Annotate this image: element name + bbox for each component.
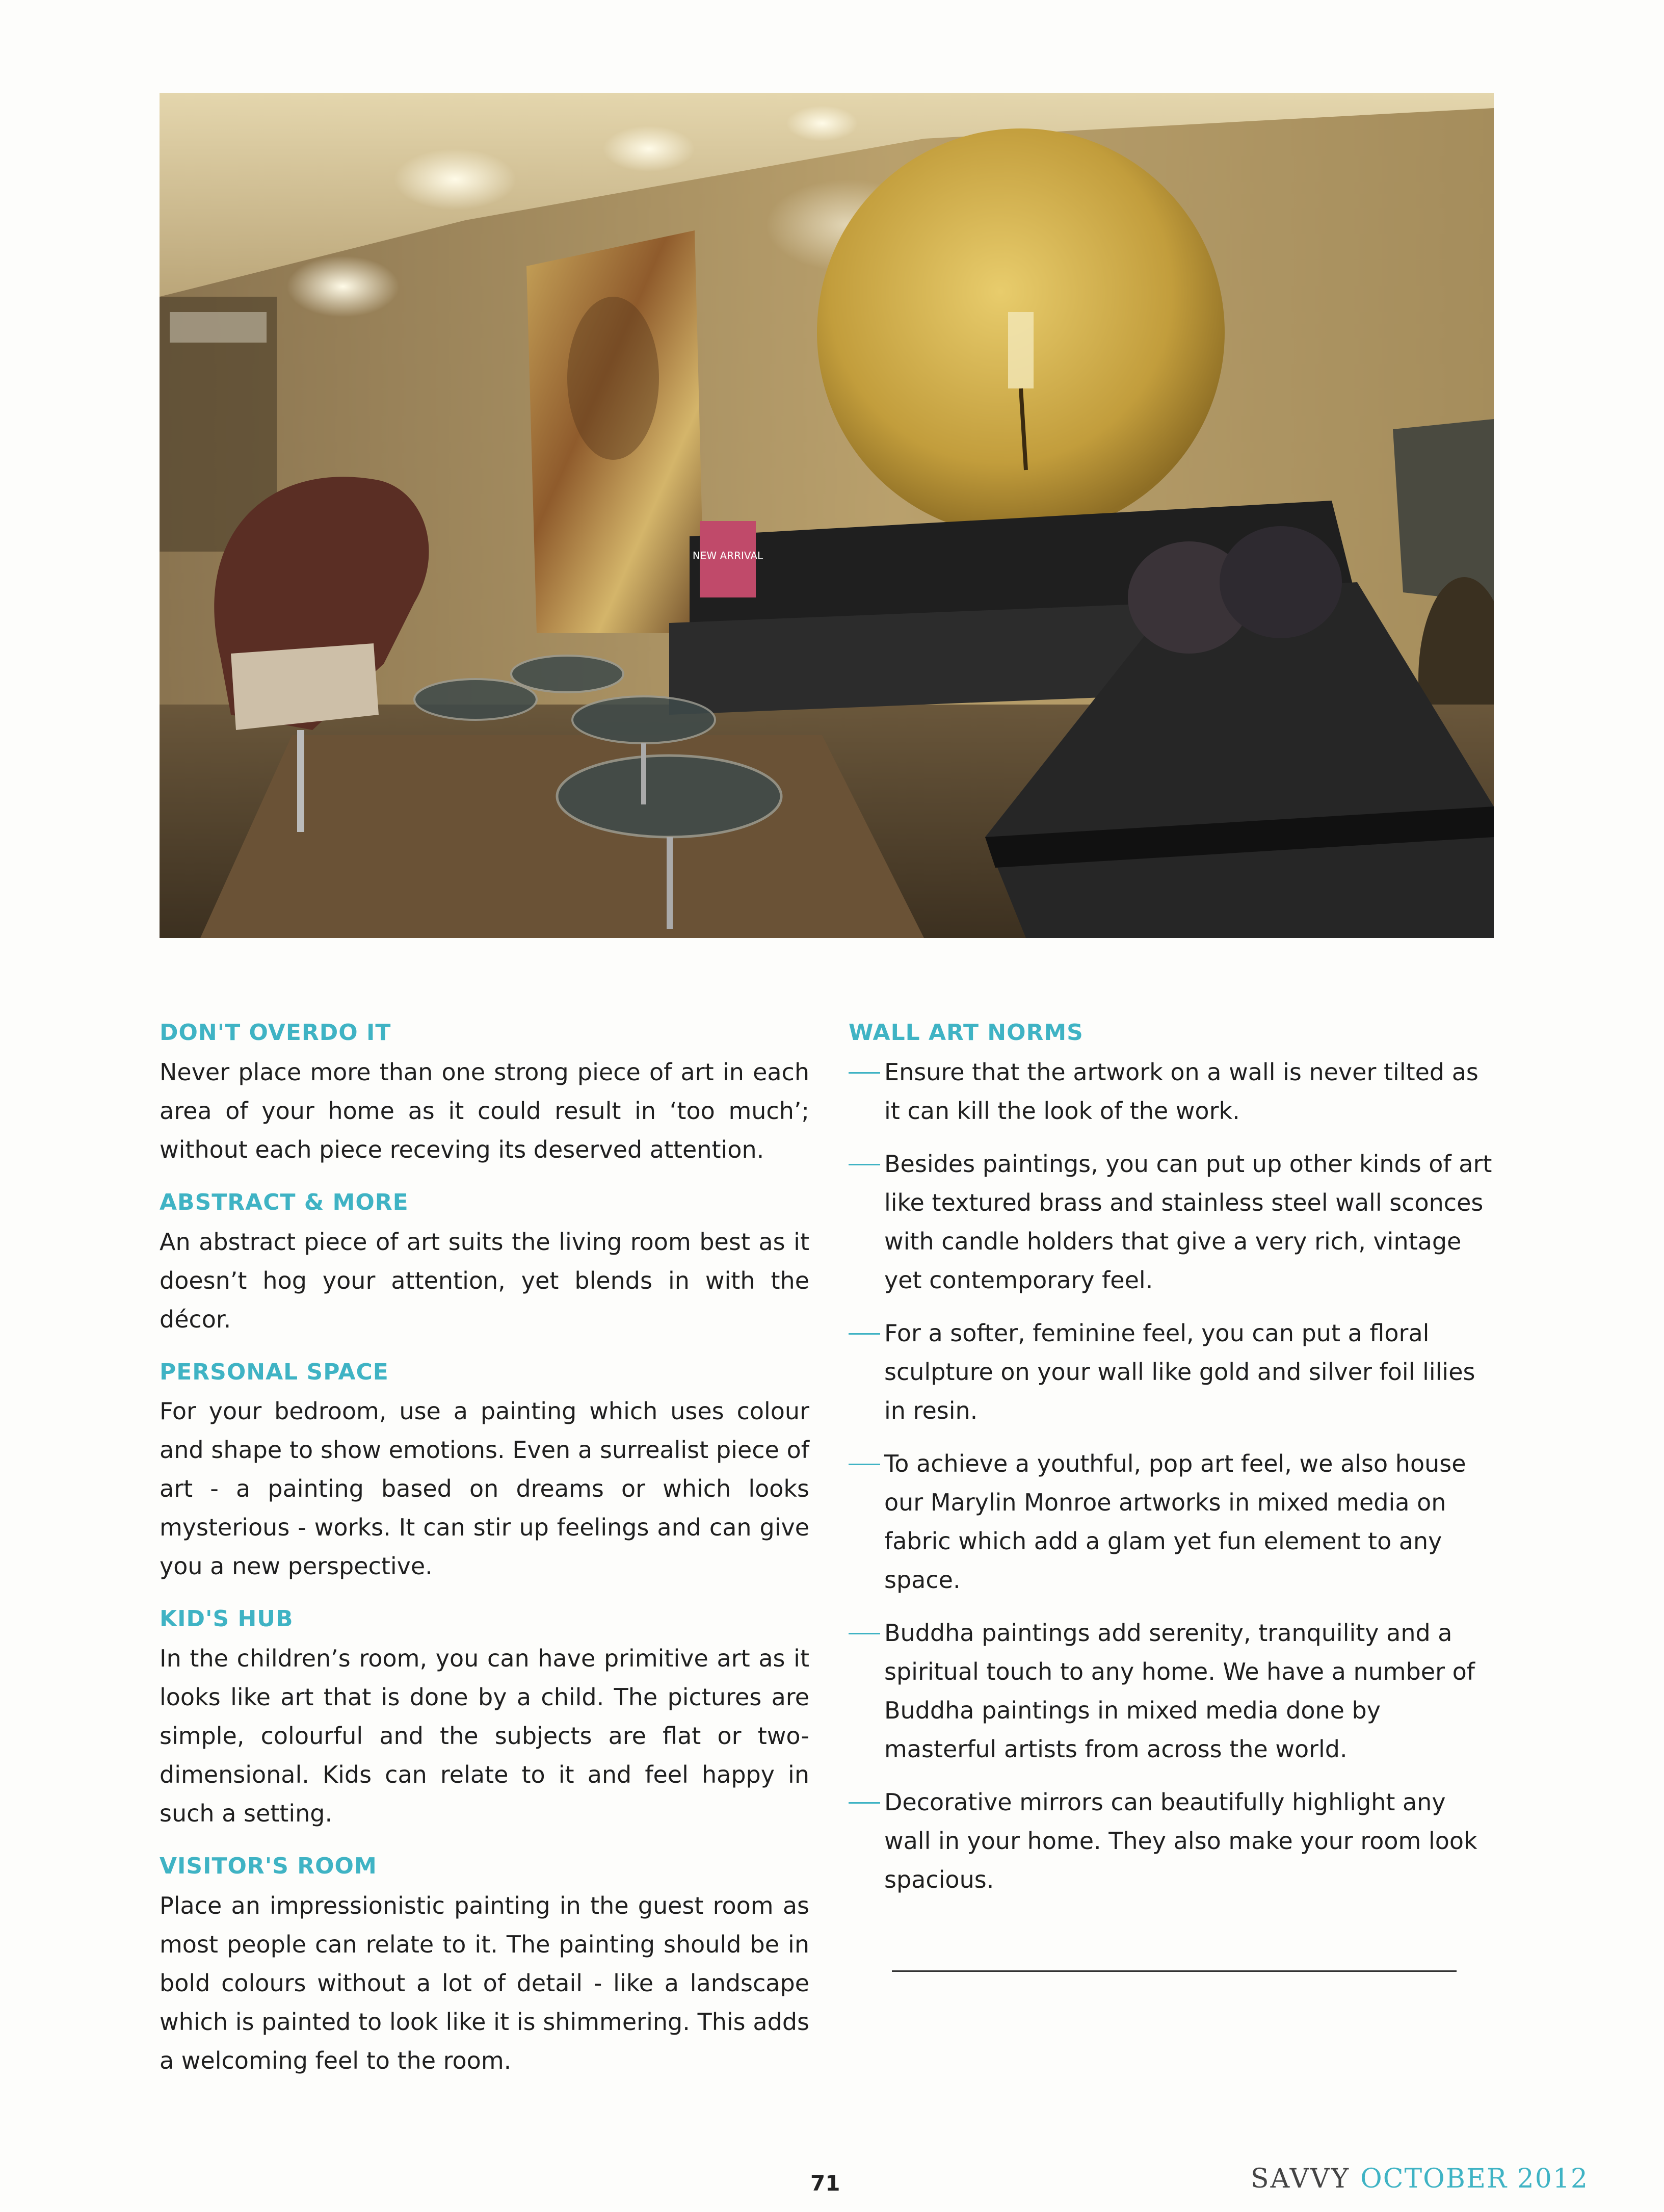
right-column	[849, 1020, 1498, 1913]
section-heading: VISITOR'S ROOM	[160, 1853, 377, 1880]
section-abstract-and-more	[160, 1189, 809, 1339]
dash-bullet-icon	[849, 1802, 880, 1804]
glass-coffee-table	[557, 756, 781, 837]
section-body: Never place more than one strong piece of art in each area of your home as it could result in ‘too much’; without each piece receving its deserved attention.	[160, 1058, 809, 1163]
new-arrival-sign-text: NEW ARRIVAL	[692, 550, 763, 562]
dash-bullet-icon	[849, 1072, 880, 1074]
section-heading: PERSONAL SPACE	[160, 1359, 389, 1385]
dash-bullet-icon	[849, 1633, 880, 1634]
magazine-name: SAVVY	[1251, 2164, 1351, 2194]
section-heading: DON'T OVERDO IT	[160, 1020, 391, 1046]
section-body: Place an impressionistic painting in the guest room as most people can relate to it. The painting should be in bold colours without a lot of detail - like a landscape which is painted to look like it is shimmering. This adds a welcoming feel to the room.	[160, 1891, 809, 2074]
section-heading: ABSTRACT & MORE	[160, 1189, 409, 1215]
list-item-text: To achieve a youthful, pop art feel, we also house our Marylin Monroe artworks in mixed media on fabric which add a glam yet fun element to any space.	[884, 1449, 1466, 1594]
section-visitors-room	[160, 1853, 809, 2080]
list-item	[849, 1614, 1498, 1768]
list-item-text: Decorative mirrors can beautifully highlight any wall in your home. They also make your room look spacious.	[884, 1788, 1477, 1893]
list-item	[849, 1144, 1498, 1299]
living-room-illustration	[160, 93, 1494, 938]
living-room-photo	[160, 93, 1494, 938]
section-heading-wall-art-norms: WALL ART NORMS	[849, 1020, 1084, 1046]
section-kids-hub	[160, 1606, 809, 1833]
list-item	[849, 1314, 1498, 1430]
issue-date: OCTOBER 2012	[1360, 2164, 1589, 2194]
section-dont-overdo-it	[160, 1020, 809, 1169]
list-item	[849, 1783, 1498, 1899]
section-body: For your bedroom, use a painting which uses colour and shape to show emotions. Even a surrealist piece of art - a painting based on dreams or which looks mysterious - works. It can stir up feelings and can give you a new perspective.	[160, 1397, 809, 1580]
dash-bullet-icon	[849, 1464, 880, 1465]
section-heading: KID'S HUB	[160, 1606, 294, 1632]
list-item-text: Ensure that the artwork on a wall is never tilted as it can kill the look of the work.	[884, 1058, 1478, 1125]
list-item	[849, 1444, 1498, 1599]
footer-brand	[1251, 2164, 1589, 2194]
list-item-text: Buddha paintings add serenity, tranquility and a spiritual touch to any home. We have a number of Buddha paintings in mixed media done by masterful artists from across the world.	[884, 1619, 1475, 1763]
list-item	[849, 1053, 1498, 1130]
left-column	[160, 1020, 809, 2100]
end-rule-divider	[892, 1970, 1457, 1972]
rug	[200, 735, 924, 938]
dash-bullet-icon	[849, 1164, 880, 1165]
section-body: An abstract piece of art suits the living room best as it doesn’t hog your attention, yet blends in with the décor.	[160, 1228, 809, 1333]
page-number: 71	[810, 2171, 840, 2196]
section-body: In the children’s room, you can have primitive art as it looks like art that is done by a child. The pictures are simple, colourful and the subjects are flat or two-dimensional. Kids can relate to it and feel happy in such a setting.	[160, 1645, 809, 1828]
list-item-text: For a softer, feminine feel, you can put a floral sculpture on your wall like gold and silver foil lilies in resin.	[884, 1319, 1475, 1424]
dash-bullet-icon	[849, 1333, 880, 1335]
section-personal-space	[160, 1359, 809, 1586]
list-item-text: Besides paintings, you can put up other kinds of art like textured brass and stainless steel wall sconces with candle holders that give a very rich, vintage yet contemporary feel.	[884, 1150, 1492, 1294]
